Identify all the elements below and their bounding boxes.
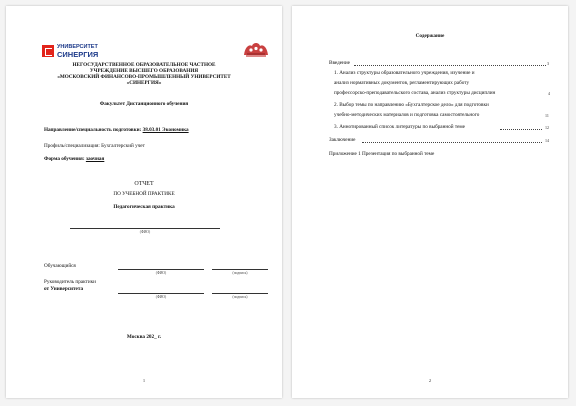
toc-title: Содержание (415, 33, 445, 39)
fio-caption: (ФИО) (139, 230, 151, 234)
fio-line (70, 228, 220, 229)
toc-conclusion: Заключение (329, 137, 356, 143)
supervisor-fio-caption: (ФИО) (155, 295, 167, 299)
direction-label: Направление/специальность подготовки: (44, 127, 142, 133)
toc-item-2-line-1: 2. Выбор темы по направлению «Бухгалтерское дело» для подготовки (334, 102, 489, 108)
page-number: 2 (429, 378, 431, 383)
toc-intro: Введение (329, 60, 350, 66)
toc-appendix: Приложение 1 Презентация по выбранной теме (329, 151, 435, 157)
direction-row (44, 127, 189, 133)
toc-item-3-line-1: 3. Аннотированный список литературы по выбранной теме (334, 124, 465, 130)
form-value: заочная (85, 156, 105, 162)
supervisor-label-2: от Университета (44, 286, 84, 292)
supervisor-fio-line (118, 293, 204, 294)
page-number: 1 (143, 378, 145, 383)
city-year: Москва 202_ г. (126, 334, 162, 340)
supervisor-sign-caption: (подпись) (232, 295, 248, 299)
profile: Профиль/специализация: Бухгалтерский учет (44, 143, 145, 149)
student-sign-caption: (подпись) (232, 271, 248, 275)
form-label: Форма обучения: (44, 156, 85, 162)
report-subtitle: ПО УЧЕБНОЙ ПРАКТИКЕ (113, 191, 175, 197)
form-row (44, 156, 104, 162)
document-page-2 (292, 6, 568, 398)
toc-item-1-line-3: профессорско-преподавательского состава, анализ структуры дисциплин (334, 90, 496, 96)
toc-leader (500, 129, 542, 130)
document-page-1 (6, 6, 282, 398)
org-line-1: НЕГОСУДАРСТВЕННОЕ ОБРАЗОВАТЕЛЬНОЕ ЧАСТНОЕ (72, 62, 216, 68)
toc-item-1-page: 4 (548, 91, 550, 96)
report-title: ОТЧЕТ (134, 181, 154, 187)
org-line-4: «СИНЕРГИЯ» (126, 80, 162, 86)
practice-type: Педагогическая практика (113, 204, 175, 210)
direction-value: 38.03.01 Экономика (142, 127, 189, 133)
logo-mark-icon (42, 45, 54, 57)
toc-leader (362, 142, 542, 143)
toc-conclusion-page: 14 (545, 138, 549, 143)
toc-item-3-page: 12 (545, 125, 549, 130)
toc-item-2-page: 11 (545, 113, 549, 118)
logo-line-1: УНИВЕРСИТЕТ (57, 44, 98, 50)
university-crest-icon (242, 39, 270, 59)
supervisor-label-1: Руководитель практики (44, 279, 96, 285)
org-line-3: «МОСКОВСКИЙ ФИНАНСОВО-ПРОМЫШЛЕННЫЙ УНИВЕРСИТЕТ (57, 74, 231, 80)
toc-leader (354, 65, 546, 66)
student-sign-line (212, 269, 268, 270)
toc-item-1-line-1: 1. Анализ структуры образовательного учреждения, изучение и (334, 70, 475, 76)
student-fio-line (118, 269, 204, 270)
student-fio-caption: (ФИО) (155, 271, 167, 275)
toc-item-1-line-2: анализ нормативных документов, регламентирующих работу (334, 80, 470, 86)
toc-intro-page: 3 (547, 61, 549, 66)
org-line-2: УЧРЕЖДЕНИЕ ВЫСШЕГО ОБРАЗОВАНИЯ (89, 68, 199, 74)
synergy-logo (42, 44, 132, 60)
student-label: Обучающийся (44, 263, 76, 269)
toc-item-2-line-2: учебно-методических материалов и подготовка самостоятельного (334, 112, 480, 118)
supervisor-sign-line (212, 293, 268, 294)
logo-line-2: СИНЕРГИЯ (57, 50, 99, 59)
faculty: Факультет Дистанционного обучения (99, 101, 189, 107)
